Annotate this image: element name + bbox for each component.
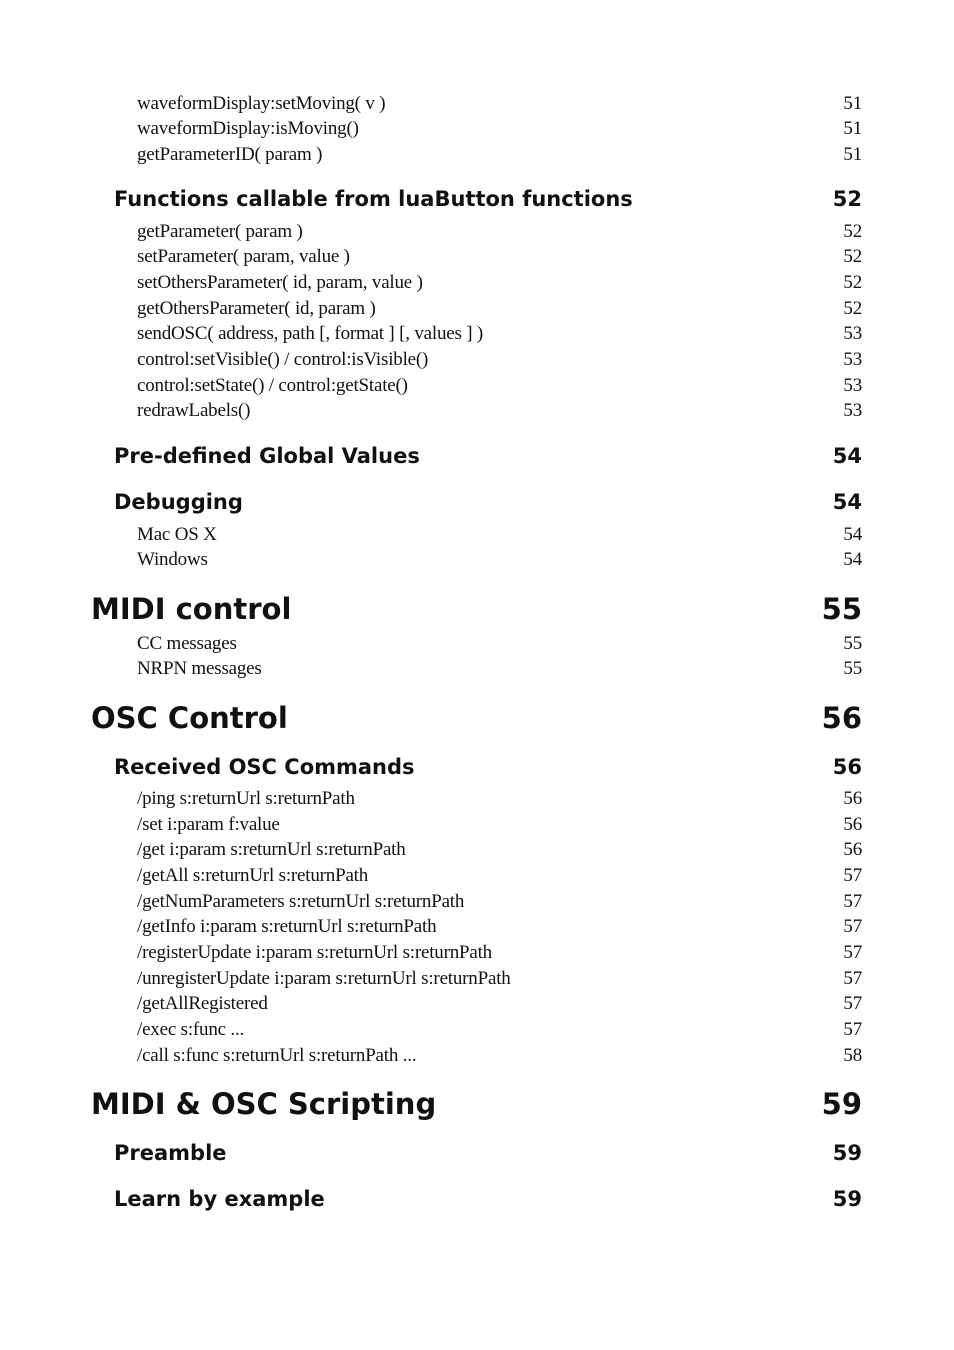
toc-entry-page: 52 bbox=[843, 221, 862, 242]
toc-entry-page: 57 bbox=[843, 1019, 862, 1040]
toc-entry-page: 54 bbox=[832, 490, 862, 514]
toc-entry-page: 55 bbox=[821, 592, 862, 626]
toc-entry-page: 54 bbox=[843, 549, 862, 570]
toc-entry-title: getOthersParameter( id, param ) bbox=[137, 298, 376, 319]
toc-entry-title: /getNumParameters s:returnUrl s:returnPath bbox=[137, 891, 465, 912]
toc-subsection[interactable] bbox=[137, 323, 862, 345]
toc-section[interactable] bbox=[114, 187, 862, 211]
toc-entry-title: Pre-defined Global Values bbox=[114, 444, 420, 468]
toc-entry-page: 51 bbox=[843, 118, 862, 139]
toc-subsection[interactable] bbox=[137, 272, 862, 294]
toc-entry-title: /getAllRegistered bbox=[137, 993, 268, 1014]
toc-entry-page: 57 bbox=[843, 968, 862, 989]
toc-entry-title: /getAll s:returnUrl s:returnPath bbox=[137, 865, 369, 886]
toc-entry-title: control:setState() / control:getState() bbox=[137, 375, 408, 396]
toc-entry-page: 51 bbox=[843, 144, 862, 165]
toc-section[interactable] bbox=[114, 490, 862, 514]
toc-chapter[interactable] bbox=[91, 1087, 862, 1121]
toc-subsection[interactable] bbox=[137, 1045, 862, 1067]
toc-entry-title: Learn by example bbox=[114, 1187, 325, 1211]
toc-entry-title: waveformDisplay:setMoving( v ) bbox=[137, 93, 386, 114]
toc-subsection[interactable] bbox=[137, 298, 862, 320]
toc-subsection[interactable] bbox=[137, 839, 862, 861]
toc-chapter[interactable] bbox=[91, 701, 862, 735]
toc-entry-page: 52 bbox=[832, 187, 862, 211]
toc-entry-title: /call s:func s:returnUrl s:returnPath ... bbox=[137, 1045, 417, 1066]
toc-entry-title: /get i:param s:returnUrl s:returnPath bbox=[137, 839, 406, 860]
toc-entry-title: getParameter( param ) bbox=[137, 221, 303, 242]
toc-entry-title: redrawLabels() bbox=[137, 400, 251, 421]
toc-entry-page: 51 bbox=[843, 93, 862, 114]
toc-entry-title: /ping s:returnUrl s:returnPath bbox=[137, 788, 355, 809]
toc-subsection[interactable] bbox=[137, 633, 862, 655]
toc-entry-title: MIDI & OSC Scripting bbox=[91, 1087, 437, 1121]
toc-entry-page: 59 bbox=[832, 1187, 862, 1211]
toc-section[interactable] bbox=[114, 1141, 862, 1165]
toc-entry-title: /unregisterUpdate i:param s:returnUrl s:returnPath bbox=[137, 968, 511, 989]
toc-entry-title: CC messages bbox=[137, 633, 237, 654]
toc-subsection[interactable] bbox=[137, 891, 862, 913]
toc-subsection[interactable] bbox=[137, 549, 862, 571]
toc-entry-page: 52 bbox=[843, 272, 862, 293]
toc-subsection[interactable] bbox=[137, 144, 862, 166]
toc-entry-title: Functions callable from luaButton functions bbox=[114, 187, 633, 211]
toc-entry-title: Windows bbox=[137, 549, 208, 570]
toc-subsection[interactable] bbox=[137, 968, 862, 990]
toc-entry-title: Preamble bbox=[114, 1141, 227, 1165]
toc-entry-title: OSC Control bbox=[91, 701, 288, 735]
toc-subsection[interactable] bbox=[137, 349, 862, 371]
toc-entry-title: sendOSC( address, path [, format ] [, values ] ) bbox=[137, 323, 484, 344]
toc-entry-title: setParameter( param, value ) bbox=[137, 246, 350, 267]
toc-subsection[interactable] bbox=[137, 658, 862, 680]
toc-entry-title: Debugging bbox=[114, 490, 243, 514]
toc-entry-page: 56 bbox=[843, 814, 862, 835]
toc-entry-page: 53 bbox=[843, 375, 862, 396]
toc-subsection[interactable] bbox=[137, 1019, 862, 1041]
toc-entry-page: 56 bbox=[832, 755, 862, 779]
toc-entry-page: 57 bbox=[843, 891, 862, 912]
toc-entry-page: 57 bbox=[843, 942, 862, 963]
toc-entry-page: 55 bbox=[843, 633, 862, 654]
toc-subsection[interactable] bbox=[137, 993, 862, 1015]
toc-entry-title: /registerUpdate i:param s:returnUrl s:returnPath bbox=[137, 942, 492, 963]
toc-entry-title: setOthersParameter( id, param, value ) bbox=[137, 272, 423, 293]
toc-entry-page: 55 bbox=[843, 658, 862, 679]
toc-entry-page: 53 bbox=[843, 400, 862, 421]
toc-chapter[interactable] bbox=[91, 592, 862, 626]
toc-subsection[interactable] bbox=[137, 814, 862, 836]
toc-entry-page: 53 bbox=[843, 323, 862, 344]
toc-entry-page: 52 bbox=[843, 298, 862, 319]
toc-entry-page: 54 bbox=[832, 444, 862, 468]
toc-subsection[interactable] bbox=[137, 93, 862, 115]
toc-section[interactable] bbox=[114, 1187, 862, 1211]
toc-subsection[interactable] bbox=[137, 118, 862, 140]
toc-entry-page: 59 bbox=[832, 1141, 862, 1165]
toc-entry-title: control:setVisible() / control:isVisible() bbox=[137, 349, 429, 370]
toc-entry-page: 56 bbox=[821, 701, 862, 735]
toc-entry-title: MIDI control bbox=[91, 592, 292, 626]
toc-entry-title: NRPN messages bbox=[137, 658, 262, 679]
toc-entry-page: 57 bbox=[843, 916, 862, 937]
toc-entry-title: /getInfo i:param s:returnUrl s:returnPath bbox=[137, 916, 437, 937]
toc-entry-title: /set i:param f:value bbox=[137, 814, 280, 835]
toc-subsection[interactable] bbox=[137, 916, 862, 938]
toc-subsection[interactable] bbox=[137, 524, 862, 546]
toc-entry-page: 54 bbox=[843, 524, 862, 545]
toc-entry-page: 57 bbox=[843, 865, 862, 886]
toc-entry-title: Mac OS X bbox=[137, 524, 217, 545]
toc-entry-page: 58 bbox=[843, 1045, 862, 1066]
toc-entry-page: 57 bbox=[843, 993, 862, 1014]
toc-entry-title: Received OSC Commands bbox=[114, 755, 415, 779]
toc-entry-page: 53 bbox=[843, 349, 862, 370]
toc-entry-title: /exec s:func ... bbox=[137, 1019, 245, 1040]
toc-entry-page: 52 bbox=[843, 246, 862, 267]
toc-section[interactable] bbox=[114, 755, 862, 779]
toc-entry-title: waveformDisplay:isMoving() bbox=[137, 118, 359, 139]
toc-subsection[interactable] bbox=[137, 221, 862, 243]
toc-subsection[interactable] bbox=[137, 942, 862, 964]
toc-entry-page: 59 bbox=[821, 1087, 862, 1121]
toc-section[interactable] bbox=[114, 444, 862, 468]
toc-subsection[interactable] bbox=[137, 788, 862, 810]
toc-subsection[interactable] bbox=[137, 400, 862, 422]
toc-entry-title: getParameterID( param ) bbox=[137, 144, 323, 165]
toc-subsection[interactable] bbox=[137, 865, 862, 887]
toc-entry-page: 56 bbox=[843, 788, 862, 809]
toc-subsection[interactable] bbox=[137, 375, 862, 397]
toc-entry-page: 56 bbox=[843, 839, 862, 860]
toc-subsection[interactable] bbox=[137, 246, 862, 268]
